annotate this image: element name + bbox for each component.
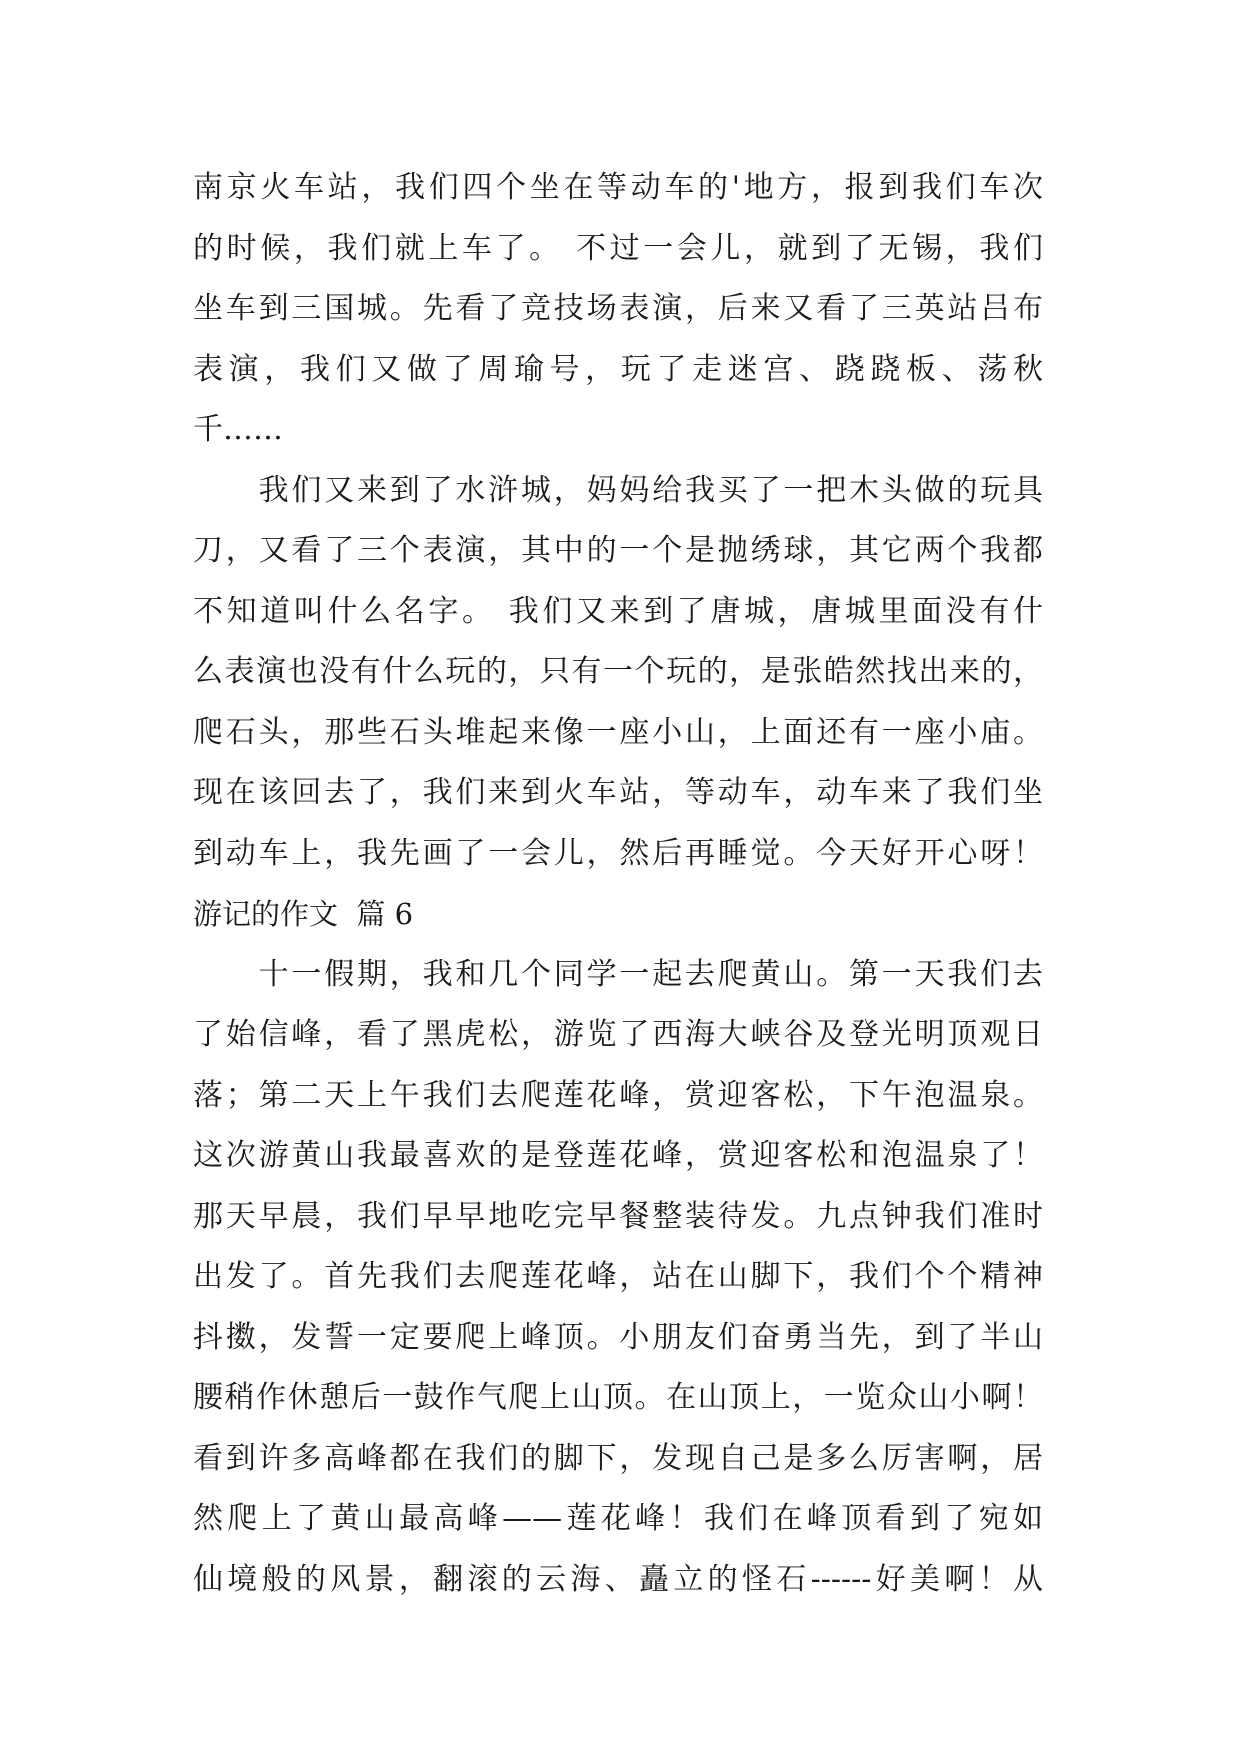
text-line: 那天早晨，我们早早地吃完早餐整装待发。九点钟我们准时 [193, 1198, 1043, 1234]
text-line: 落；第二天上午我们去爬莲花峰，赏迎客松，下午泡温泉。 [193, 1077, 1043, 1113]
text-line: 十一假期，我和几个同学一起去爬黄山。第一天我们去 [193, 956, 1043, 992]
text-line: 抖擞，发誓一定要爬上峰顶。小朋友们奋勇当先，到了半山 [193, 1319, 1043, 1355]
text-line: 这次游黄山我最喜欢的是登莲花峰，赏迎客松和泡温泉了！ [193, 1138, 1043, 1173]
text-line: 出发了。首先我们去爬莲花峰，站在山脚下，我们个个精神 [193, 1259, 1043, 1294]
text-line: 现在该回去了，我们来到火车站，等动车，动车来了我们坐 [193, 775, 1043, 810]
text-line: 我们又来到了水浒城，妈妈给我买了一把木头做的玩具 [193, 472, 1043, 508]
text-line: 仙境般的风景，翻滚的云海、矗立的怪石------好美啊！从 [193, 1561, 1043, 1597]
text-line: 南京火车站，我们四个坐在等动车的'地方，报到我们车次 [193, 170, 1043, 205]
text-line: 了始信峰，看了黑虎松，游览了西海大峡谷及登光明顶观日 [193, 1017, 1043, 1052]
text-line: 的时候，我们就上车了。 不过一会儿，就到了无锡，我们 [193, 230, 1043, 266]
text-line: 坐车到三国城。先看了竞技场表演，后来又看了三英站吕布 [193, 291, 1043, 326]
text-line: 然爬上了黄山最高峰——莲花峰！我们在峰顶看到了宛如 [193, 1501, 1043, 1536]
text-line: 爬石头，那些石头堆起来像一座小山，上面还有一座小庙。 [193, 714, 1043, 750]
text-line: 腰稍作休憩后一鼓作气爬上山顶。在山顶上，一览众山小啊！ [193, 1380, 1043, 1415]
text-line: 刀，又看了三个表演，其中的一个是抛绣球，其它两个我都 [193, 533, 1043, 568]
text-line: 不知道叫什么名字。 我们又来到了唐城，唐城里面没有什 [193, 593, 1043, 629]
text-line: 看到许多高峰都在我们的脚下，发现自己是多么厉害啊，居 [193, 1440, 1043, 1476]
text-line: 千…… [193, 412, 283, 447]
text-line: 么表演也没有什么玩的，只有一个玩的，是张皓然找出来的， [193, 654, 1043, 689]
section-heading: 游记的作文 篇 6 [193, 897, 414, 931]
document-body [193, 158, 1043, 1610]
text-line: 表演，我们又做了周瑜号，玩了走迷宫、跷跷板、荡秋 [193, 351, 1043, 387]
text-line: 到动车上，我先画了一会儿，然后再睡觉。今天好开心呀！ [193, 835, 1043, 871]
